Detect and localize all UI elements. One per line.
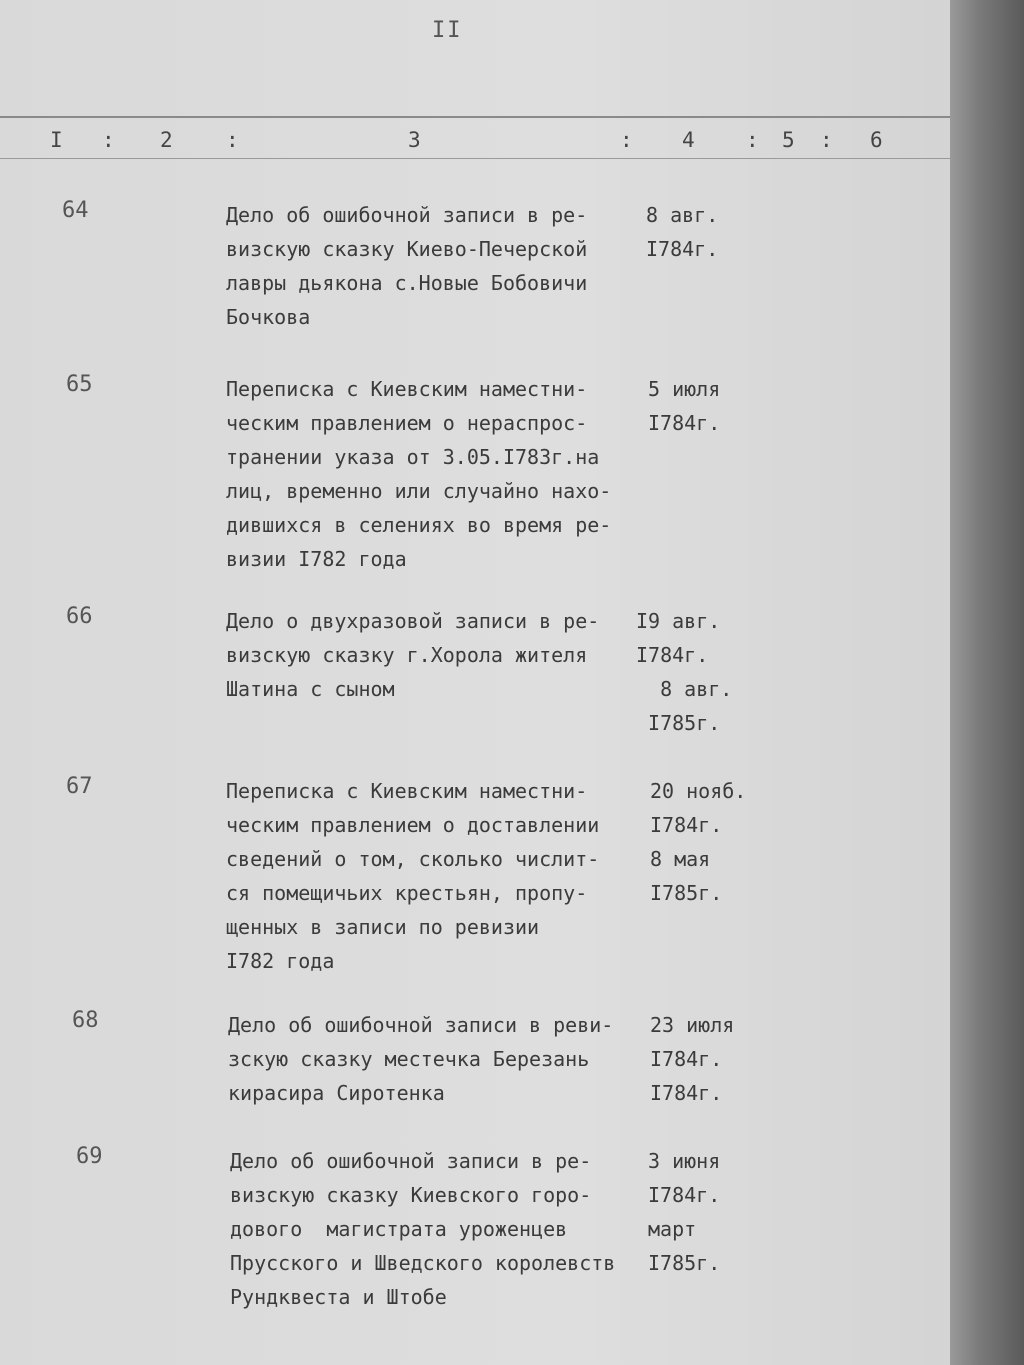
column-separator: : [746,128,759,152]
page-number: II [432,18,463,43]
entry-description: Дело об ошибочной записи в реви- зскую сказку местечка Березань кирасира Сиротенка [228,1013,614,1105]
entry-number: 69 [76,1144,103,1169]
entry-number: 67 [66,774,93,799]
entry-number: 65 [66,372,93,397]
entry-description: Дело об ошибочной записи в ре- визскую сказку Киево-Печерской лавры дьякона с.Новые Бобовичи Бочкова [226,203,588,329]
column-separator: : [226,128,239,152]
entry-number: 66 [66,604,93,629]
entry-description: Дело об ошибочной записи в ре- визскую сказку Киевского горо- дового магистрата уроженцев Прусского и Шведского королевств Рундквеста и Штобе [230,1149,616,1309]
column-header-1: I [50,128,63,152]
entry-dates: I9 авг. I784г. 8 авг. I785г. [636,609,733,735]
entry-dates: 5 июля I784г. [648,377,721,435]
entry-number: 64 [62,198,89,223]
page-edge-shadow [950,0,1024,1365]
column-header-3: 3 [408,128,421,152]
entry-dates: 3 июня I784г. март I785г. [648,1149,721,1275]
column-separator: : [620,128,633,152]
column-header-6: 6 [870,128,883,152]
column-header-4: 4 [682,128,695,152]
header-bottom-rule [0,158,950,159]
column-header-2: 2 [160,128,173,152]
entry-number: 68 [72,1008,99,1033]
entry-dates: 20 нояб. I784г. 8 мая I785г. [650,779,747,905]
column-separator: : [102,128,115,152]
column-separator: : [820,128,833,152]
entry-description: Переписка с Киевским наместни- ческим правлением о нераспрос- транении указа от 3.05.I783г.на лиц, временно или случайно нахо- дившихся в селениях во время ре- визии I782 года [226,377,612,571]
entry-description: Дело о двухразовой записи в ре- визскую сказку г.Хорола жителя Шатина с сыном [226,609,600,701]
entry-dates: 8 авг. I784г. [646,203,719,261]
entry-dates: 23 июля I784г. I784г. [650,1013,735,1105]
header-top-rule [0,116,950,118]
entry-description: Переписка с Киевским наместни- ческим правлением о доставлении сведений о том, сколько числит- ся помещичьих крестьян, пропу- щенных в записи по ревизии I782 года [226,779,600,973]
column-header-5: 5 [782,128,795,152]
